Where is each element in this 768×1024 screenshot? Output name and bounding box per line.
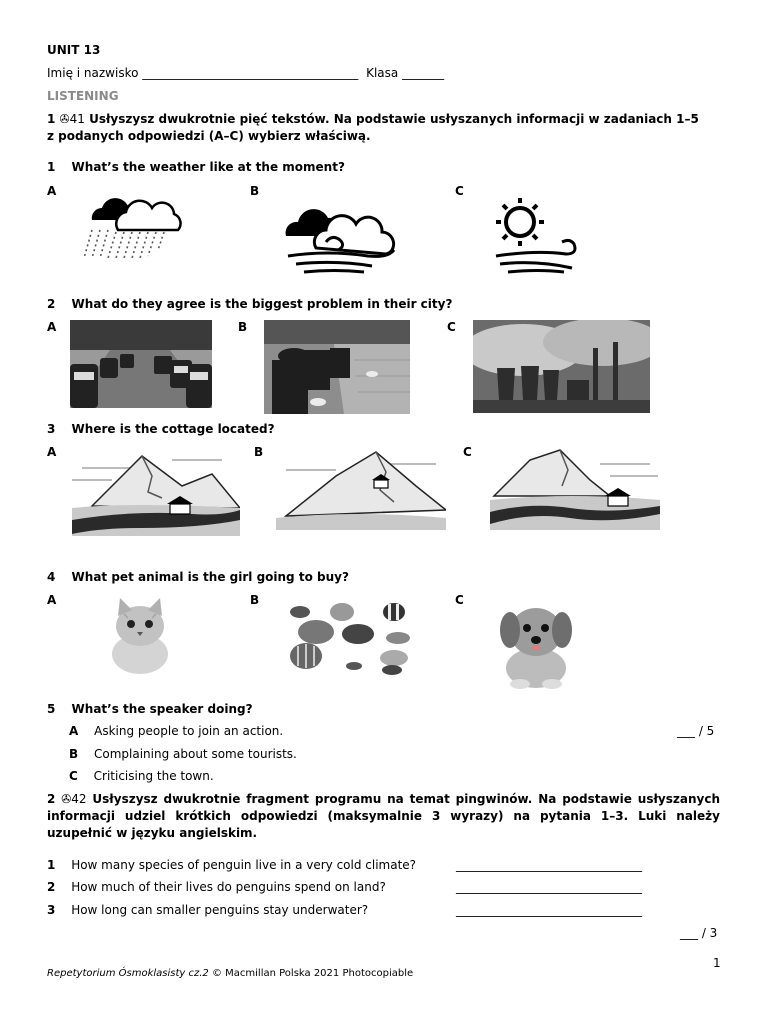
page-number: 1: [713, 956, 721, 970]
task2-track: 42: [71, 792, 87, 806]
fish-photo[interactable]: [276, 600, 426, 676]
task2-answer-2[interactable]: _______________________________: [456, 880, 642, 894]
weather-rain-icon[interactable]: [78, 190, 190, 262]
question-1: [47, 160, 345, 174]
task2-answer-1[interactable]: _______________________________: [456, 858, 642, 872]
task2-number: 2: [47, 792, 56, 806]
q3-option-b-letter[interactable]: B: [254, 445, 264, 459]
question-4: [47, 570, 349, 584]
q5-option-c[interactable]: [69, 769, 214, 783]
option-text: Asking people to join an action.: [94, 724, 284, 738]
question-3: [47, 422, 275, 436]
q4-option-b-letter[interactable]: B: [250, 593, 260, 607]
kitten-photo[interactable]: [100, 592, 180, 676]
question-number: 2: [47, 880, 56, 894]
q3-option-a-letter[interactable]: A: [47, 445, 57, 459]
q2-option-b-letter[interactable]: B: [238, 320, 248, 334]
task2-question-2: [47, 880, 386, 894]
question-5: [47, 702, 253, 716]
q3-option-c-letter[interactable]: C: [463, 445, 472, 459]
task1-track: 41: [69, 112, 85, 126]
question-text: How much of their lives do penguins spend on land?: [71, 880, 386, 894]
cd-icon: ✇: [59, 112, 70, 126]
option-text: Complaining about some tourists.: [93, 747, 297, 761]
cd-icon: ✇: [61, 792, 72, 806]
q2-option-a-letter[interactable]: A: [47, 320, 57, 334]
question-text: What’s the weather like at the moment?: [71, 160, 345, 174]
question-number: 4: [47, 570, 56, 584]
name-blank[interactable]: ____________________________________: [142, 66, 359, 80]
question-number: 3: [47, 903, 56, 917]
q4-option-c-letter[interactable]: C: [455, 593, 464, 607]
question-number: 2: [47, 297, 56, 311]
question-text: What do they agree is the biggest problem in their city?: [71, 297, 453, 311]
footer: [47, 968, 413, 979]
question-number: 3: [47, 422, 56, 436]
q5-option-b[interactable]: [69, 747, 297, 761]
q5-option-a[interactable]: [69, 724, 283, 738]
task2-instruction-text: Usłyszysz dwukrotnie fragment programu na temat pingwinów. Na podstawie usłyszanych informacji udziel krótkich odpowiedzi (maksymalnie 3 wyrazy) na pytania 1–3. Luki należy uzupełnić w języku angielskim.: [47, 792, 720, 840]
name-label: Imię i nazwisko: [47, 66, 139, 80]
q1-option-b-letter[interactable]: B: [250, 184, 260, 198]
option-letter: A: [69, 724, 79, 738]
question-text: What pet animal is the girl going to buy?: [71, 570, 349, 584]
cottage-lake-illustration[interactable]: [490, 446, 660, 530]
q2-option-c-letter[interactable]: C: [447, 320, 456, 334]
task2-question-3: [47, 903, 368, 917]
task1-instruction-line2: z podanych odpowiedzi (A–C) wybierz właściwą.: [47, 129, 371, 143]
task2-score[interactable]: ___ / 3: [680, 926, 718, 940]
q1-option-a-letter[interactable]: A: [47, 184, 57, 198]
question-text: How long can smaller penguins stay underwater?: [71, 903, 369, 917]
task2-answer-3[interactable]: _______________________________: [456, 903, 642, 917]
class-blank[interactable]: _______: [402, 66, 445, 80]
q1-option-c-letter[interactable]: C: [455, 184, 464, 198]
puppy-photo[interactable]: [484, 596, 588, 690]
cottage-valley-illustration[interactable]: [72, 446, 240, 536]
class-label: Klasa: [366, 66, 399, 80]
question-text: What’s the speaker doing?: [71, 702, 253, 716]
traffic-jam-photo[interactable]: [70, 320, 212, 408]
task1-number: 1: [47, 112, 56, 126]
footer-book: Repetytorium Ósmoklasisty cz.2: [47, 968, 209, 979]
section-title: LISTENING: [47, 89, 119, 103]
unit-title: UNIT 13: [47, 43, 101, 57]
option-text: Criticising the town.: [93, 769, 214, 783]
task2-instruction: [47, 791, 720, 842]
option-letter: B: [69, 747, 79, 761]
weather-cloudy-windy-icon[interactable]: [282, 196, 400, 276]
footer-copyright: © Macmillan Polska 2021 Photocopiable: [211, 968, 414, 979]
task2-question-1: [47, 858, 416, 872]
question-2: [47, 297, 452, 311]
option-letter: C: [69, 769, 78, 783]
task1-instruction-text: Usłyszysz dwukrotnie pięć tekstów. Na podstawie usłyszanych informacji w zadaniach 1–5: [89, 112, 699, 126]
weather-sunny-windy-icon[interactable]: [490, 194, 582, 274]
air-pollution-photo[interactable]: [473, 320, 650, 413]
question-number: 1: [47, 160, 56, 174]
garbage-street-photo[interactable]: [264, 320, 410, 414]
question-number: 5: [47, 702, 56, 716]
q4-option-a-letter[interactable]: A: [47, 593, 57, 607]
question-text: Where is the cottage located?: [71, 422, 275, 436]
task1-instruction: [47, 111, 727, 145]
cottage-mountain-illustration[interactable]: [276, 446, 446, 530]
name-row: [47, 66, 444, 80]
question-number: 1: [47, 858, 56, 872]
question-text: How many species of penguin live in a very cold climate?: [71, 858, 417, 872]
task1-score[interactable]: ___ / 5: [677, 724, 715, 738]
